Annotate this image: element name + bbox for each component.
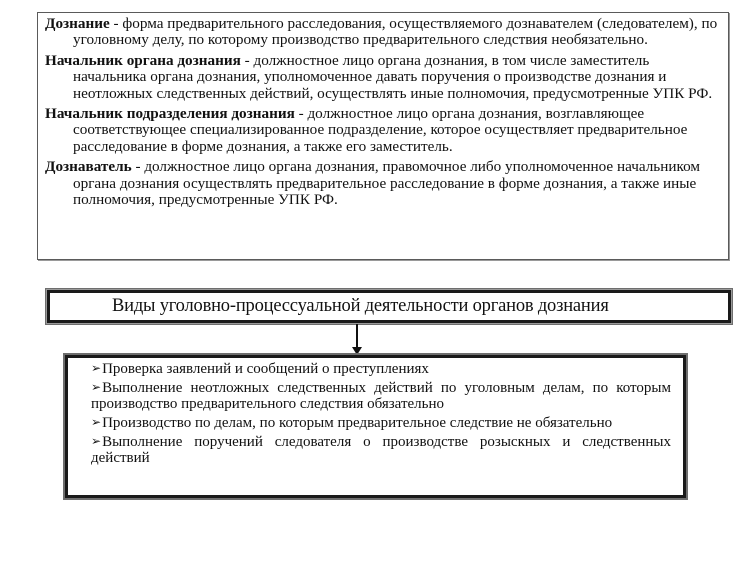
diagram-title: Виды уголовно-процессуальной деятельности органов дознания xyxy=(112,296,609,316)
definition-item xyxy=(45,159,720,208)
definition-separator: - xyxy=(294,105,308,123)
list-item-text: Выполнение поручений следователя о производстве розыскных и следственных действий xyxy=(91,434,671,466)
arrow-bullet-icon: ➢ xyxy=(91,415,102,429)
list-item xyxy=(91,380,671,412)
definition-separator: - xyxy=(131,158,145,176)
definition-text: форма предварительного расследования, осуществляемого дознавателем (следователем), по уголовному делу, по которому производство предварительного следствия необязательно. xyxy=(73,15,718,49)
definitions-box xyxy=(37,12,729,260)
definition-term: Начальник подразделения дознания xyxy=(45,105,295,123)
diagram-title-box xyxy=(47,290,731,323)
definition-term: Дознание xyxy=(45,15,110,32)
list-item xyxy=(91,415,671,431)
list-item-text: Производство по делам, по которым предварительное следствие не обязательно xyxy=(102,415,613,431)
definition-separator: - xyxy=(240,51,254,69)
list-item xyxy=(91,361,671,377)
arrow-bullet-icon: ➢ xyxy=(91,361,102,375)
list-item-text: Проверка заявлений и сообщений о преступлениях xyxy=(102,361,429,377)
definition-item xyxy=(45,53,720,102)
definition-text: должностное лицо органа дознания, правомочное либо уполномоченное начальником органа дознания осуществлять предварительное расследование в форме дознания, а также иные полномочия, предусмотренные УПК РФ. xyxy=(73,158,700,209)
list-item xyxy=(91,434,671,466)
activities-list-box xyxy=(65,355,686,498)
arrow-bullet-icon: ➢ xyxy=(91,380,102,394)
definition-item xyxy=(45,106,720,155)
definition-term: Дознаватель xyxy=(45,158,132,176)
arrow-bullet-icon: ➢ xyxy=(91,434,102,448)
definition-text: должностное лицо органа дознания, возглавляющее соответствующее специализированное подразделение, которое осуществляет предварительное расследование в форме дознания, а также его заместитель. xyxy=(73,105,688,155)
definition-separator: - xyxy=(109,15,123,32)
list-item-text: Выполнение неотложных следственных действий по уголовным делам, по которым производство предварительного следствия обязательно xyxy=(91,380,671,412)
definition-text: должностное лицо органа дознания, в том числе заместитель начальника органа дознания, уполномоченное давать поручения о производстве дознания и неотложных следственных действий, осуществлять иные полномочия, предусмотренные УПК РФ. xyxy=(73,51,713,102)
definition-item xyxy=(45,16,720,49)
arrow-head-icon xyxy=(352,347,362,355)
definition-term: Начальник органа дознания xyxy=(45,51,241,69)
